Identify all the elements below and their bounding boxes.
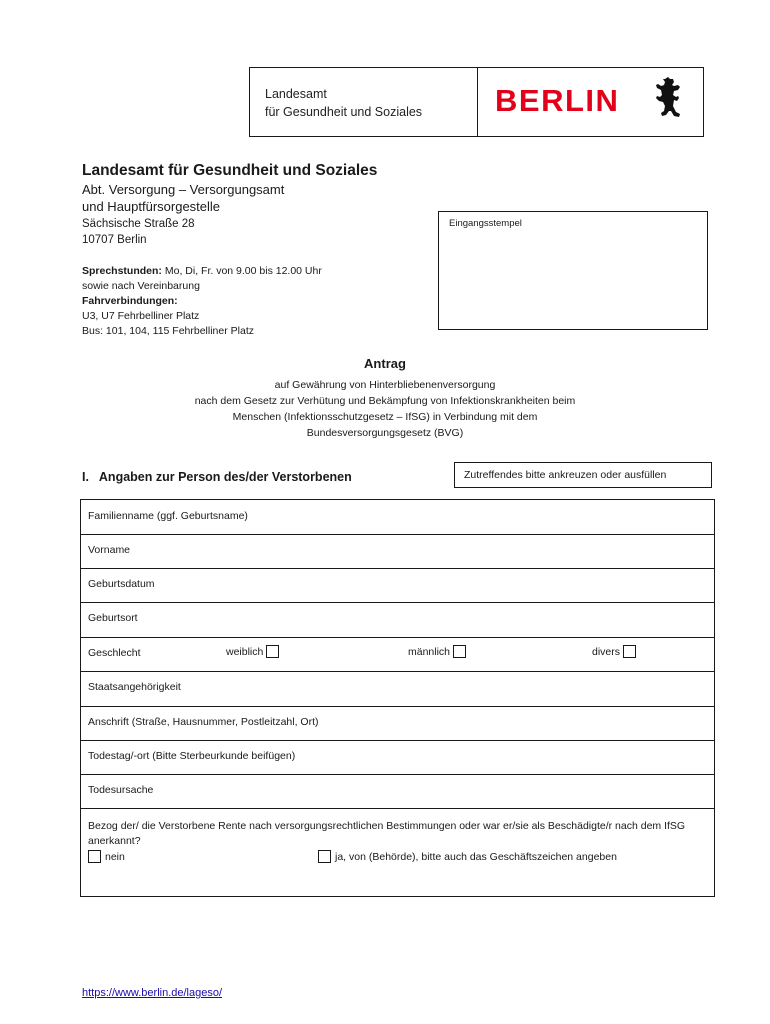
address-street: Sächsische Straße 28: [82, 218, 195, 230]
field-label-todesursache: Todesursache: [88, 784, 154, 796]
option-nein[interactable]: [88, 850, 125, 863]
form-title: Antrag: [364, 356, 406, 371]
logo-divider: [477, 68, 478, 136]
office-hours-label: Sprechstunden:: [82, 265, 162, 277]
field-familienname[interactable]: [81, 500, 714, 535]
checkbox-nein[interactable]: [88, 850, 101, 863]
field-rentenbezug: [81, 808, 714, 896]
field-geburtsort[interactable]: [81, 602, 714, 638]
office-title: Landesamt für Gesundheit und Soziales: [82, 162, 378, 179]
checkbox-weiblich[interactable]: [266, 645, 279, 658]
option-label-nein: nein: [105, 850, 125, 863]
address-city: 10707 Berlin: [82, 234, 147, 246]
person-form-table: [80, 499, 715, 897]
field-label-geburtsort: Geburtsort: [88, 612, 138, 624]
field-label-staatsangehoerigkeit: Staatsangehörigkeit: [88, 681, 181, 693]
option-label-ja: ja, von (Behörde), bitte auch das Geschäftszeichen angeben: [335, 850, 617, 863]
berlin-bear-icon: [648, 76, 684, 128]
intro-line-2: nach dem Gesetz zur Verhütung und Bekämpfung von Infektionskrankheiten beim: [194, 395, 576, 407]
checkbox-ja[interactable]: [318, 850, 331, 863]
section-title: I. Angaben zur Person des/der Verstorbenen: [82, 470, 352, 484]
intro-line-4: Bundesversorgungsgesetz (BVG): [306, 427, 464, 439]
transport-bus: Bus: 101, 104, 115 Fehrbelliner Platz: [82, 325, 254, 337]
fill-hint-box: Zutreffendes bitte ankreuzen oder ausfüllen: [454, 462, 712, 488]
field-label-vorname: Vorname: [88, 544, 131, 556]
agency-name-line2: für Gesundheit und Soziales: [265, 105, 423, 119]
field-label-anschrift: Anschrift (Straße, Hausnummer, Postleitzahl, Ort): [88, 716, 319, 728]
stamp-label: Eingangsstempel: [449, 218, 522, 229]
field-label-geburtsdatum: Geburtsdatum: [88, 578, 155, 590]
header-logo-box: [249, 67, 704, 137]
field-todestag[interactable]: [81, 740, 714, 775]
office-hours: [82, 265, 322, 277]
field-label-familienname: Familienname (ggf. Geburtsname): [88, 510, 248, 522]
option-label-divers: divers: [592, 645, 621, 658]
option-maennlich[interactable]: [408, 645, 466, 658]
intro-line-3: Menschen (Infektionsschutzgesetz – IfSG) in Verbindung mit dem: [232, 411, 538, 423]
field-todesursache[interactable]: [81, 774, 714, 809]
transport-label: Fahrverbindungen:: [82, 295, 178, 307]
option-ja[interactable]: [318, 850, 617, 863]
office-subtitle-2: und Hauptfürsorgestelle: [82, 199, 221, 214]
field-staatsangehoerigkeit[interactable]: [81, 671, 714, 707]
office-subtitle-1: Abt. Versorgung – Versorgungsamt: [82, 182, 285, 197]
rentenbezug-question: Bezog der/ die Verstorbene Rente nach versorgungsrechtlichen Bestimmungen oder war er/sie als Beschädigte/r nach dem IfSG anerkannt?: [88, 820, 686, 847]
footer-website-link[interactable]: https://www.berlin.de/lageso/: [82, 987, 223, 999]
field-label-todestag: Todestag/-ort (Bitte Sterbeurkunde beifügen): [88, 750, 296, 762]
agency-name-line1: Landesamt: [265, 87, 327, 101]
option-divers[interactable]: [592, 645, 636, 658]
office-hours-extra: sowie nach Vereinbarung: [82, 280, 200, 292]
transport-ubahn: U3, U7 Fehrbelliner Platz: [82, 310, 200, 322]
field-label-geschlecht: Geschlecht: [88, 647, 141, 659]
option-weiblich[interactable]: [226, 645, 279, 658]
field-geschlecht: [81, 637, 714, 672]
field-anschrift[interactable]: [81, 706, 714, 741]
option-label-maennlich: männlich: [408, 645, 451, 658]
option-label-weiblich: weiblich: [226, 645, 264, 658]
office-hours-text: Mo, Di, Fr. von 9.00 bis 12.00 Uhr: [161, 265, 322, 277]
berlin-wordmark: BERLIN: [495, 83, 620, 118]
checkbox-maennlich[interactable]: [453, 645, 466, 658]
intro-line-1: auf Gewährung von Hinterbliebenenversorgung: [274, 379, 496, 391]
checkbox-divers[interactable]: [623, 645, 636, 658]
field-geburtsdatum[interactable]: [81, 568, 714, 603]
receipt-stamp-box: [438, 211, 708, 330]
field-vorname[interactable]: [81, 534, 714, 569]
